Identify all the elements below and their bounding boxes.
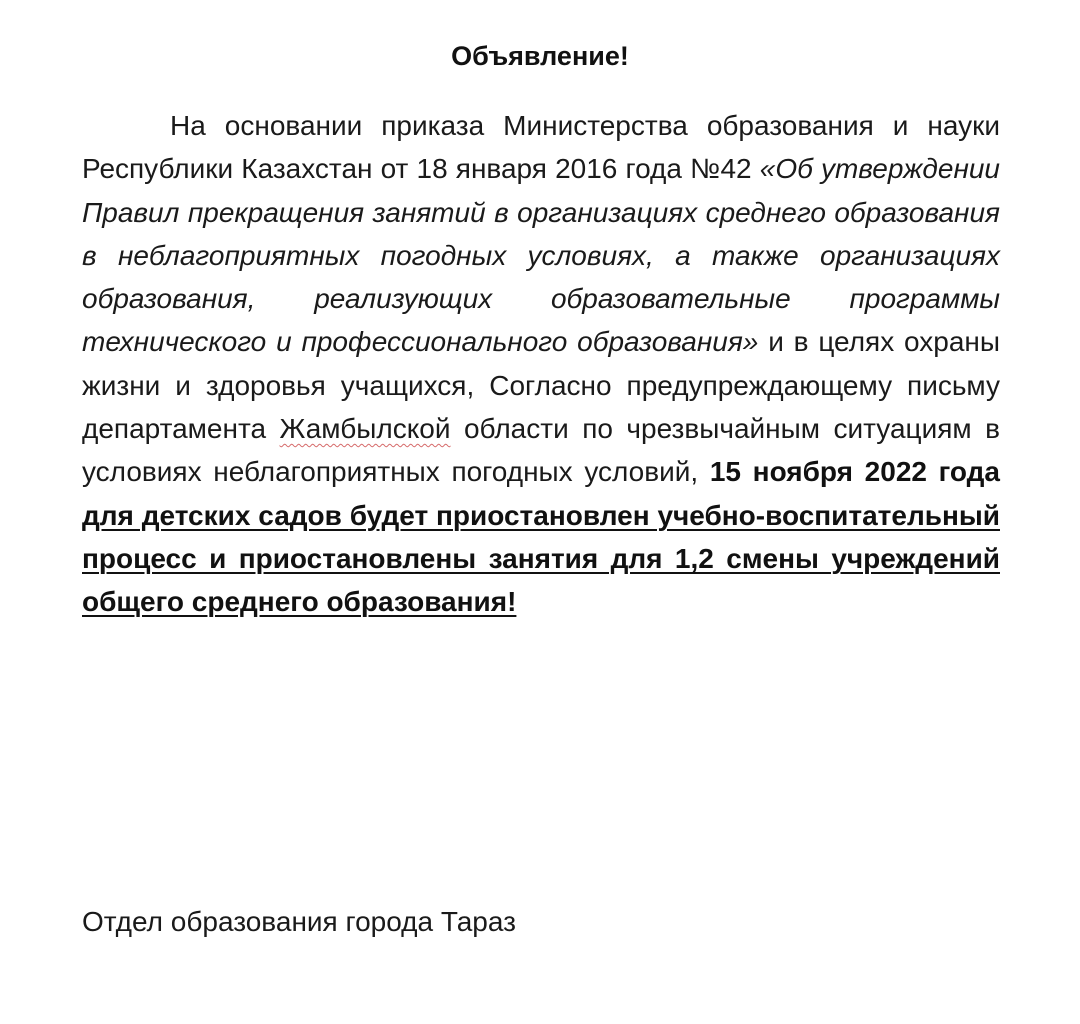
document-title: Объявление! [451,41,629,71]
order-title: «Об утверждении Правил прекращения занятий в организациях среднего образования в неблагоприятных погодных условиях, а также организациях образования, реализующих образовательные программы технического и профессионального образования» [82,153,1000,358]
suspension-notice: для детских садов будет приостановлен учебно-воспитательный процесс и приостановлены занятия для 1,2 смены учреждений общего среднего образования! [82,499,1000,618]
paragraph-purpose: и в целях охраны жизни и здоровья учащихся, Согласно предупреждающему письму департамента [82,326,1000,445]
suspension-date: 15 ноября 2022 года [709,456,1000,488]
paragraph-intro: На основании приказа Министерства образования и науки Республики Казахстан от 18 января 2016 года №42 [82,110,1000,185]
signature-department: Отдел образования города Тараз [82,906,516,937]
spellcheck-word: Жамбылской [279,413,451,445]
paragraph-conditions: области по чрезвычайным ситуациям в условиях неблагоприятных погодных условий, [82,413,1000,488]
announcement-paragraph [82,104,1000,624]
